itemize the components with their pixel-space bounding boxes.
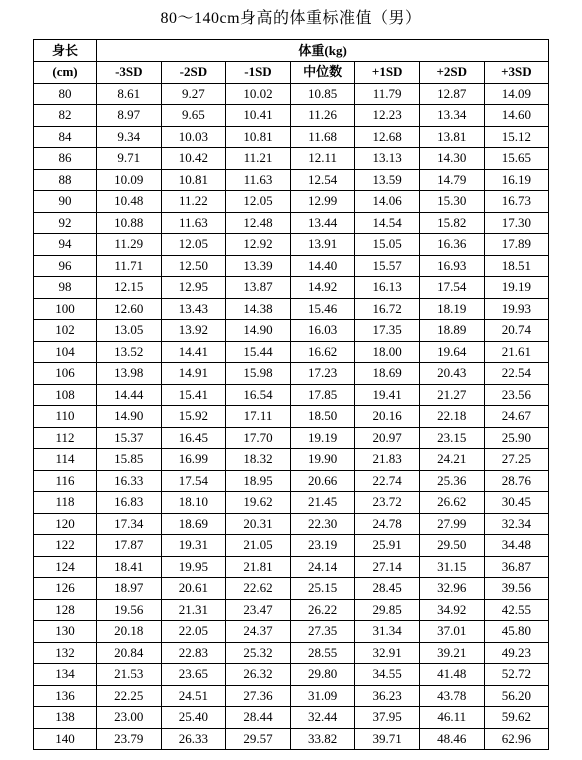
weight-cell: 14.41	[161, 341, 226, 363]
weight-cell: 15.65	[484, 148, 549, 170]
weight-cell: 18.89	[419, 320, 484, 342]
weight-cell: 12.87	[419, 83, 484, 105]
sd-header: -2SD	[161, 62, 226, 84]
weight-cell: 9.65	[161, 105, 226, 127]
weight-cell: 16.54	[226, 384, 291, 406]
weight-cell: 12.05	[226, 191, 291, 213]
table-row	[34, 492, 549, 514]
weight-cell: 20.66	[290, 470, 355, 492]
weight-cell: 22.54	[484, 363, 549, 385]
weight-cell: 26.33	[161, 728, 226, 750]
weight-cell: 14.06	[355, 191, 420, 213]
weight-cell: 14.38	[226, 298, 291, 320]
table-row	[34, 320, 549, 342]
weight-cell: 27.99	[419, 513, 484, 535]
height-cell: 92	[34, 212, 97, 234]
weight-cell: 10.48	[97, 191, 162, 213]
weight-cell: 18.69	[355, 363, 420, 385]
weight-cell: 21.61	[484, 341, 549, 363]
height-cell: 118	[34, 492, 97, 514]
weight-cell: 15.98	[226, 363, 291, 385]
height-cell: 90	[34, 191, 97, 213]
weight-cell: 32.96	[419, 578, 484, 600]
weight-cell: 10.88	[97, 212, 162, 234]
weight-cell: 15.57	[355, 255, 420, 277]
table-row	[34, 535, 549, 557]
height-cell: 96	[34, 255, 97, 277]
weight-cell: 15.05	[355, 234, 420, 256]
weight-cell: 18.95	[226, 470, 291, 492]
weight-cell: 13.91	[290, 234, 355, 256]
weight-cell: 62.96	[484, 728, 549, 750]
weight-cell: 16.45	[161, 427, 226, 449]
weight-cell: 17.85	[290, 384, 355, 406]
weight-cell: 12.11	[290, 148, 355, 170]
table-row	[34, 169, 549, 191]
weight-cell: 39.21	[419, 642, 484, 664]
weight-cell: 8.97	[97, 105, 162, 127]
weight-cell: 13.39	[226, 255, 291, 277]
weight-cell: 23.79	[97, 728, 162, 750]
weight-cell: 14.92	[290, 277, 355, 299]
weight-cell: 12.99	[290, 191, 355, 213]
table-row	[34, 298, 549, 320]
sd-header: 中位数	[290, 62, 355, 84]
weight-cell: 20.16	[355, 406, 420, 428]
weight-cell: 18.97	[97, 578, 162, 600]
weight-cell: 9.71	[97, 148, 162, 170]
weight-cell: 16.36	[419, 234, 484, 256]
weight-cell: 15.92	[161, 406, 226, 428]
weight-cell: 23.19	[290, 535, 355, 557]
weight-cell: 29.80	[290, 664, 355, 686]
weight-cell: 13.34	[419, 105, 484, 127]
height-cell: 110	[34, 406, 97, 428]
height-cell: 126	[34, 578, 97, 600]
weight-cell: 22.18	[419, 406, 484, 428]
height-cell: 114	[34, 449, 97, 471]
table-row	[34, 728, 549, 750]
height-cell: 98	[34, 277, 97, 299]
weight-cell: 14.30	[419, 148, 484, 170]
weight-cell: 59.62	[484, 707, 549, 729]
weight-cell: 22.83	[161, 642, 226, 664]
weight-cell: 32.91	[355, 642, 420, 664]
weight-cell: 26.22	[290, 599, 355, 621]
table-row	[34, 126, 549, 148]
weight-cell: 48.46	[419, 728, 484, 750]
weight-cell: 18.19	[419, 298, 484, 320]
weight-cell: 17.89	[484, 234, 549, 256]
weight-cell: 20.31	[226, 513, 291, 535]
weight-cell: 19.41	[355, 384, 420, 406]
weight-cell: 15.82	[419, 212, 484, 234]
weight-cell: 15.37	[97, 427, 162, 449]
weight-cell: 49.23	[484, 642, 549, 664]
weight-cell: 21.31	[161, 599, 226, 621]
weight-cell: 15.85	[97, 449, 162, 471]
weight-cell: 21.83	[355, 449, 420, 471]
weight-cell: 10.42	[161, 148, 226, 170]
table-header	[34, 40, 549, 84]
table-row	[34, 427, 549, 449]
weight-cell: 30.45	[484, 492, 549, 514]
height-cell: 88	[34, 169, 97, 191]
table-row	[34, 556, 549, 578]
weight-cell: 32.34	[484, 513, 549, 535]
weight-cell: 21.27	[419, 384, 484, 406]
weight-cell: 11.68	[290, 126, 355, 148]
weight-cell: 41.48	[419, 664, 484, 686]
table-row	[34, 341, 549, 363]
weight-cell: 31.15	[419, 556, 484, 578]
weight-cell: 12.50	[161, 255, 226, 277]
table-row	[34, 191, 549, 213]
weight-cell: 19.19	[290, 427, 355, 449]
height-cell: 132	[34, 642, 97, 664]
table-row	[34, 599, 549, 621]
weight-cell: 15.30	[419, 191, 484, 213]
weight-cell: 24.67	[484, 406, 549, 428]
weight-cell: 20.61	[161, 578, 226, 600]
weight-table-container	[33, 39, 548, 750]
weight-cell: 19.31	[161, 535, 226, 557]
weight-cell: 16.03	[290, 320, 355, 342]
weight-cell: 20.43	[419, 363, 484, 385]
header-row-sd	[34, 62, 549, 84]
weight-cell: 12.54	[290, 169, 355, 191]
weight-cell: 23.47	[226, 599, 291, 621]
weight-cell: 37.01	[419, 621, 484, 643]
table-row	[34, 513, 549, 535]
weight-cell: 23.65	[161, 664, 226, 686]
weight-cell: 12.48	[226, 212, 291, 234]
weight-cell: 13.13	[355, 148, 420, 170]
weight-cell: 21.05	[226, 535, 291, 557]
weight-cell: 14.79	[419, 169, 484, 191]
weight-cell: 32.44	[290, 707, 355, 729]
weight-cell: 13.44	[290, 212, 355, 234]
weight-cell: 12.92	[226, 234, 291, 256]
weight-cell: 14.09	[484, 83, 549, 105]
weight-cell: 39.71	[355, 728, 420, 750]
weight-cell: 46.11	[419, 707, 484, 729]
weight-cell: 20.74	[484, 320, 549, 342]
weight-cell: 16.72	[355, 298, 420, 320]
height-cell: 130	[34, 621, 97, 643]
height-cell: 82	[34, 105, 97, 127]
weight-cell: 21.45	[290, 492, 355, 514]
weight-cell: 25.40	[161, 707, 226, 729]
weight-cell: 19.62	[226, 492, 291, 514]
weight-standard-table	[33, 39, 549, 750]
weight-cell: 12.68	[355, 126, 420, 148]
height-cell: 108	[34, 384, 97, 406]
weight-cell: 23.56	[484, 384, 549, 406]
weight-cell: 13.59	[355, 169, 420, 191]
weight-cell: 9.27	[161, 83, 226, 105]
weight-cell: 27.36	[226, 685, 291, 707]
weight-cell: 11.71	[97, 255, 162, 277]
weight-cell: 18.51	[484, 255, 549, 277]
height-cell: 106	[34, 363, 97, 385]
weight-cell: 23.00	[97, 707, 162, 729]
weight-cell: 14.54	[355, 212, 420, 234]
sd-header: -1SD	[226, 62, 291, 84]
weight-cell: 25.91	[355, 535, 420, 557]
weight-cell: 34.55	[355, 664, 420, 686]
weight-cell: 21.53	[97, 664, 162, 686]
table-row	[34, 707, 549, 729]
weight-cell: 11.63	[161, 212, 226, 234]
weight-cell: 11.29	[97, 234, 162, 256]
weight-cell: 17.87	[97, 535, 162, 557]
height-cell: 116	[34, 470, 97, 492]
weight-cell: 12.05	[161, 234, 226, 256]
weight-cell: 18.32	[226, 449, 291, 471]
weight-cell: 16.13	[355, 277, 420, 299]
weight-cell: 28.55	[290, 642, 355, 664]
weight-cell: 43.78	[419, 685, 484, 707]
weight-header-label: 体重(kg)	[97, 40, 549, 62]
height-cell: 128	[34, 599, 97, 621]
weight-cell: 12.95	[161, 277, 226, 299]
weight-cell: 36.87	[484, 556, 549, 578]
weight-cell: 18.00	[355, 341, 420, 363]
weight-cell: 10.41	[226, 105, 291, 127]
weight-cell: 28.76	[484, 470, 549, 492]
weight-cell: 20.18	[97, 621, 162, 643]
weight-cell: 22.25	[97, 685, 162, 707]
weight-cell: 27.35	[290, 621, 355, 643]
weight-cell: 36.23	[355, 685, 420, 707]
weight-cell: 29.50	[419, 535, 484, 557]
weight-cell: 52.72	[484, 664, 549, 686]
weight-cell: 17.54	[161, 470, 226, 492]
weight-cell: 19.64	[419, 341, 484, 363]
weight-cell: 17.30	[484, 212, 549, 234]
weight-cell: 15.12	[484, 126, 549, 148]
weight-cell: 16.99	[161, 449, 226, 471]
weight-cell: 17.35	[355, 320, 420, 342]
weight-cell: 24.78	[355, 513, 420, 535]
weight-cell: 25.32	[226, 642, 291, 664]
table-row	[34, 406, 549, 428]
table-row	[34, 363, 549, 385]
weight-cell: 28.45	[355, 578, 420, 600]
sd-header: +3SD	[484, 62, 549, 84]
weight-cell: 13.92	[161, 320, 226, 342]
table-row	[34, 212, 549, 234]
weight-cell: 13.81	[419, 126, 484, 148]
table-row	[34, 277, 549, 299]
weight-cell: 27.14	[355, 556, 420, 578]
sd-header: +1SD	[355, 62, 420, 84]
weight-cell: 15.44	[226, 341, 291, 363]
weight-cell: 24.14	[290, 556, 355, 578]
sd-header: -3SD	[97, 62, 162, 84]
weight-cell: 28.44	[226, 707, 291, 729]
weight-cell: 8.61	[97, 83, 162, 105]
weight-cell: 22.30	[290, 513, 355, 535]
weight-cell: 20.84	[97, 642, 162, 664]
sd-header: +2SD	[419, 62, 484, 84]
height-cell: 86	[34, 148, 97, 170]
table-row	[34, 449, 549, 471]
weight-cell: 10.81	[161, 169, 226, 191]
height-cell: 138	[34, 707, 97, 729]
weight-cell: 9.34	[97, 126, 162, 148]
weight-cell: 39.56	[484, 578, 549, 600]
weight-cell: 10.85	[290, 83, 355, 105]
weight-cell: 16.33	[97, 470, 162, 492]
weight-cell: 37.95	[355, 707, 420, 729]
weight-cell: 19.95	[161, 556, 226, 578]
weight-cell: 18.69	[161, 513, 226, 535]
weight-cell: 34.48	[484, 535, 549, 557]
table-row	[34, 83, 549, 105]
height-cell: 100	[34, 298, 97, 320]
weight-cell: 13.43	[161, 298, 226, 320]
weight-cell: 29.85	[355, 599, 420, 621]
weight-cell: 11.21	[226, 148, 291, 170]
weight-cell: 17.11	[226, 406, 291, 428]
weight-cell: 24.51	[161, 685, 226, 707]
height-cell: 112	[34, 427, 97, 449]
weight-cell: 19.19	[484, 277, 549, 299]
weight-cell: 11.79	[355, 83, 420, 105]
weight-cell: 17.34	[97, 513, 162, 535]
weight-cell: 34.92	[419, 599, 484, 621]
table-row	[34, 470, 549, 492]
weight-cell: 13.87	[226, 277, 291, 299]
table-row	[34, 105, 549, 127]
weight-cell: 29.57	[226, 728, 291, 750]
weight-cell: 13.05	[97, 320, 162, 342]
weight-cell: 18.10	[161, 492, 226, 514]
weight-cell: 33.82	[290, 728, 355, 750]
weight-cell: 11.26	[290, 105, 355, 127]
weight-cell: 12.60	[97, 298, 162, 320]
weight-cell: 14.40	[290, 255, 355, 277]
weight-cell: 22.62	[226, 578, 291, 600]
weight-cell: 17.54	[419, 277, 484, 299]
table-body	[34, 83, 549, 750]
weight-cell: 10.03	[161, 126, 226, 148]
weight-cell: 15.41	[161, 384, 226, 406]
weight-cell: 16.83	[97, 492, 162, 514]
weight-cell: 10.81	[226, 126, 291, 148]
weight-cell: 12.23	[355, 105, 420, 127]
height-unit-label: (cm)	[34, 62, 97, 84]
weight-cell: 45.80	[484, 621, 549, 643]
weight-cell: 13.52	[97, 341, 162, 363]
table-row	[34, 384, 549, 406]
weight-cell: 42.55	[484, 599, 549, 621]
weight-cell: 31.34	[355, 621, 420, 643]
height-cell: 102	[34, 320, 97, 342]
weight-cell: 22.05	[161, 621, 226, 643]
table-row	[34, 642, 549, 664]
weight-cell: 14.91	[161, 363, 226, 385]
weight-cell: 11.22	[161, 191, 226, 213]
weight-cell: 16.62	[290, 341, 355, 363]
weight-cell: 26.32	[226, 664, 291, 686]
weight-cell: 16.93	[419, 255, 484, 277]
weight-cell: 22.74	[355, 470, 420, 492]
weight-cell: 56.20	[484, 685, 549, 707]
table-row	[34, 255, 549, 277]
height-cell: 124	[34, 556, 97, 578]
table-row	[34, 664, 549, 686]
weight-cell: 11.63	[226, 169, 291, 191]
weight-cell: 24.37	[226, 621, 291, 643]
weight-cell: 21.81	[226, 556, 291, 578]
weight-cell: 25.15	[290, 578, 355, 600]
weight-cell: 23.15	[419, 427, 484, 449]
table-row	[34, 578, 549, 600]
table-row	[34, 621, 549, 643]
height-cell: 140	[34, 728, 97, 750]
height-cell: 104	[34, 341, 97, 363]
height-cell: 84	[34, 126, 97, 148]
weight-cell: 14.90	[226, 320, 291, 342]
weight-cell: 20.97	[355, 427, 420, 449]
weight-cell: 16.19	[484, 169, 549, 191]
weight-cell: 18.41	[97, 556, 162, 578]
page-title: 80～140cm身高的体重标准值（男）	[160, 10, 422, 27]
weight-cell: 31.09	[290, 685, 355, 707]
height-cell: 80	[34, 83, 97, 105]
weight-cell: 17.23	[290, 363, 355, 385]
weight-cell: 15.46	[290, 298, 355, 320]
table-row	[34, 234, 549, 256]
height-cell: 94	[34, 234, 97, 256]
weight-cell: 12.15	[97, 277, 162, 299]
weight-cell: 13.98	[97, 363, 162, 385]
header-row-top	[34, 40, 549, 62]
weight-cell: 16.73	[484, 191, 549, 213]
weight-cell: 26.62	[419, 492, 484, 514]
weight-cell: 25.36	[419, 470, 484, 492]
table-row	[34, 148, 549, 170]
weight-cell: 19.56	[97, 599, 162, 621]
weight-cell: 24.21	[419, 449, 484, 471]
height-header-label: 身长	[34, 40, 97, 62]
weight-cell: 25.90	[484, 427, 549, 449]
height-cell: 122	[34, 535, 97, 557]
weight-cell: 10.02	[226, 83, 291, 105]
weight-cell: 19.93	[484, 298, 549, 320]
height-cell: 134	[34, 664, 97, 686]
weight-cell: 14.90	[97, 406, 162, 428]
weight-cell: 17.70	[226, 427, 291, 449]
height-cell: 136	[34, 685, 97, 707]
height-cell: 120	[34, 513, 97, 535]
weight-cell: 27.25	[484, 449, 549, 471]
weight-cell: 14.44	[97, 384, 162, 406]
weight-cell: 23.72	[355, 492, 420, 514]
weight-cell: 18.50	[290, 406, 355, 428]
table-row	[34, 685, 549, 707]
weight-cell: 14.60	[484, 105, 549, 127]
weight-cell: 19.90	[290, 449, 355, 471]
weight-cell: 10.09	[97, 169, 162, 191]
